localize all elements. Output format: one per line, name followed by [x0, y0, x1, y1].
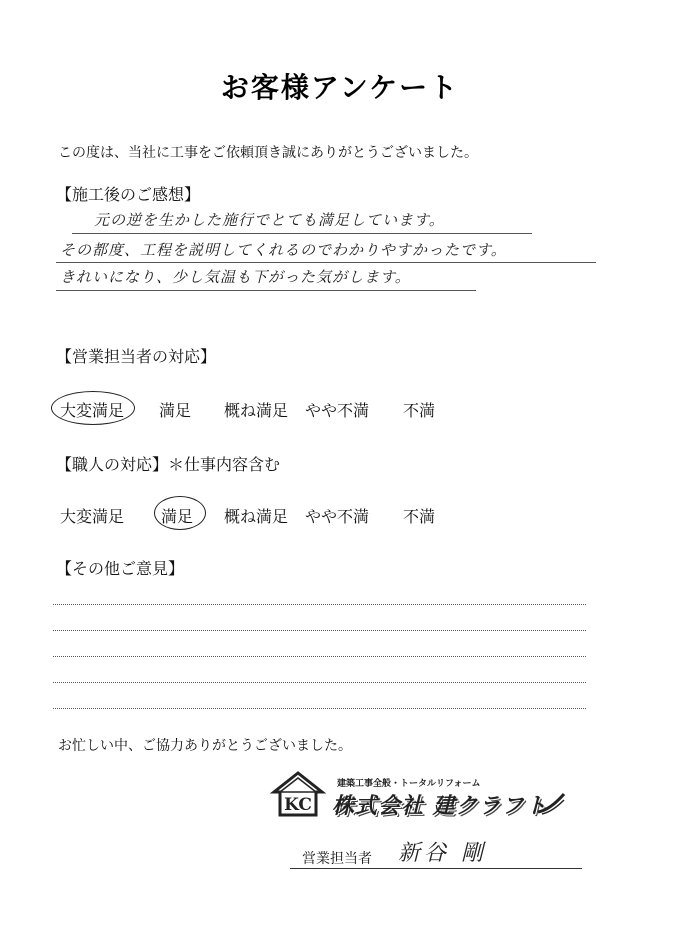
craftsman-option-very-satisfied[interactable]: 大変満足 — [60, 507, 125, 526]
page-title: お客様アンケート — [220, 71, 460, 104]
house-logo-icon — [270, 770, 326, 818]
sales-option-mostly-satisfied[interactable]: 概ね満足 — [224, 401, 289, 420]
sales-heading: 【営業担当者の対応】 — [56, 347, 217, 366]
craftsman-option-dissatisfied[interactable]: 不満 — [403, 507, 436, 526]
logo-swoosh-icon — [536, 790, 566, 816]
intro-text: この度は、当社に工事をご依頼頂き誠にありがとうございました。 — [58, 145, 478, 161]
opinion-line-5[interactable] — [53, 708, 586, 709]
sales-option-somewhat-dissatisfied[interactable]: やや不満 — [305, 401, 370, 420]
impression-line-1: 元の逆を生かした施行でとても満足しています。 — [94, 211, 445, 229]
impressions-heading: 【施工後のご感想】 — [56, 185, 201, 204]
signature-line — [290, 868, 582, 869]
sales-option-satisfied[interactable]: 満足 — [159, 401, 192, 420]
company-tagline: 建築工事全般・トータルリフォーム — [337, 779, 481, 789]
logo-letters: KC — [284, 795, 312, 815]
craftsman-heading: 【職人の対応】＊仕事内容含む — [56, 455, 281, 474]
impression-underline-1 — [72, 233, 532, 234]
craftsman-option-somewhat-dissatisfied[interactable]: やや不満 — [305, 507, 370, 526]
staff-label: 営業担当者 — [302, 851, 372, 867]
staff-signature: 新谷 剛 — [398, 841, 487, 866]
closing-text: お忙しい中、ご協力ありがとうございました。 — [58, 738, 352, 754]
impression-line-3: きれいになり、少し気温も下がった気がします。 — [60, 268, 411, 286]
opinion-line-3[interactable] — [53, 656, 586, 657]
opinion-line-2[interactable] — [53, 630, 586, 631]
opinion-line-1[interactable] — [53, 604, 586, 605]
craftsman-option-mostly-satisfied[interactable]: 概ね満足 — [224, 507, 289, 526]
company-name: 株式会社 建クラフト — [332, 794, 548, 819]
impression-line-2: その都度、工程を説明してくれるのでわかりやすかったです。 — [60, 241, 507, 259]
opinion-line-4[interactable] — [53, 682, 586, 683]
impression-underline-2 — [56, 262, 596, 263]
sales-option-very-satisfied[interactable]: 大変満足 — [60, 401, 125, 420]
sales-option-dissatisfied[interactable]: 不満 — [403, 401, 436, 420]
craftsman-option-satisfied[interactable]: 満足 — [161, 507, 194, 526]
other-heading: 【その他ご意見】 — [56, 559, 185, 578]
impression-underline-3 — [56, 290, 476, 291]
